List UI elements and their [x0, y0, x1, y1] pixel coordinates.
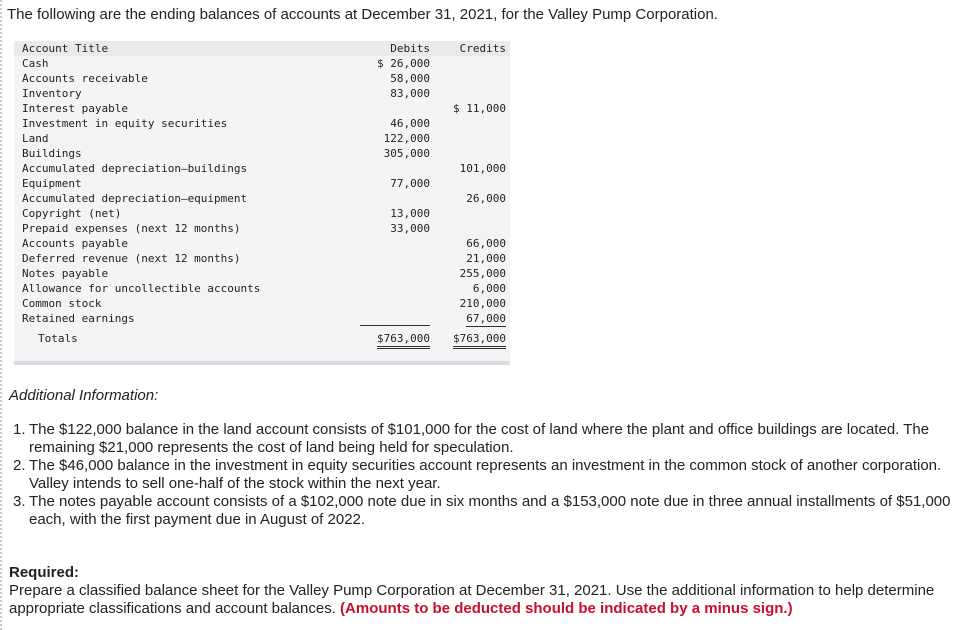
credit-cell: 6,000 [472, 282, 506, 295]
table-header-row [14, 41, 510, 56]
required-label: Required: [9, 564, 80, 581]
debit-cell: 305,000 [383, 147, 430, 160]
credit-cell: 255,000 [459, 267, 506, 280]
account-title-cell: Retained earnings [22, 312, 135, 325]
account-title-cell: Deferred revenue (next 12 months) [22, 252, 241, 265]
credit-cell: 66,000 [466, 237, 506, 250]
account-title-cell: Accounts receivable [22, 72, 148, 85]
list-item: 2. The $46,000 balance in the investment in equity securities account represents an investment in the common stock of another corporation. Valley intends to sell one-half of the stock within the next year. [13, 457, 942, 492]
header-credits: Credits [459, 42, 506, 55]
totals-label: Totals [38, 332, 78, 345]
additional-information-label: Additional Information: [9, 387, 159, 404]
required-text: Prepare a classified balance sheet for the Valley Pump Corporation at December 31, 2021. Use the additional information to help determine appropriate classifications and account balances. (Amounts to be deducted should be indicated by a minus sign.) [9, 582, 935, 617]
header-debits: Debits [390, 42, 430, 55]
table-row [14, 146, 510, 161]
account-title-cell: Cash [22, 57, 49, 70]
table-row [14, 296, 510, 311]
debit-cell: 46,000 [390, 117, 430, 130]
credit-cell: 67,000 [466, 312, 506, 325]
table-row [14, 236, 510, 251]
table-row [14, 221, 510, 236]
table-row [14, 281, 510, 296]
totals-row [14, 331, 510, 346]
account-title-cell: Copyright (net) [22, 207, 122, 220]
table-row [14, 101, 510, 116]
debit-cell: 83,000 [390, 87, 430, 100]
additional-information-list [9, 421, 954, 529]
table-row [14, 176, 510, 191]
trial-balance-table [14, 41, 510, 365]
table-row [14, 131, 510, 146]
intro-text: The following are the ending balances of accounts at December 31, 2021, for the Valley Pump Corporation. [7, 6, 718, 23]
account-title-cell: Land [22, 132, 49, 145]
table-row [14, 191, 510, 206]
left-dotted-border [0, 0, 2, 630]
account-title-cell: Common stock [22, 297, 102, 310]
table-row [14, 206, 510, 221]
table-row [14, 161, 510, 176]
account-title-cell: Prepaid expenses (next 12 months) [22, 222, 241, 235]
header-account-title: Account Title [22, 42, 109, 55]
debit-cell: 77,000 [390, 177, 430, 190]
credit-cell: 101,000 [459, 162, 506, 175]
table-row [14, 251, 510, 266]
debit-cell: 58,000 [390, 72, 430, 85]
account-title-cell: Interest payable [22, 102, 128, 115]
totals-debit: $763,000 [358, 331, 430, 349]
credit-cell: 210,000 [459, 297, 506, 310]
account-title-cell: Equipment [22, 177, 82, 190]
debit-cell: 122,000 [383, 132, 430, 145]
table-row [14, 56, 510, 71]
account-title-cell: Accumulated depreciation—equipment [22, 192, 248, 205]
credit-cell: $ 11,000 [453, 102, 506, 115]
account-title-cell: Accumulated depreciation—buildings [22, 162, 248, 175]
account-title-cell: Notes payable [22, 267, 109, 280]
account-title-cell: Inventory [22, 87, 82, 100]
credit-cell: 26,000 [466, 192, 506, 205]
list-item: 3. The notes payable account consists of a $102,000 note due in six months and a $153,000 note due in three annual installments of $51,000 each, with the first payment due in August of 2022. [13, 493, 951, 528]
table-row [14, 311, 510, 326]
debit-cell: 33,000 [390, 222, 430, 235]
table-row [14, 266, 510, 281]
table-row [14, 86, 510, 101]
list-item: 1. The $122,000 balance in the land account consists of $101,000 for the cost of land where the plant and office buildings are located. The remaining $21,000 represents the cost of land being held for speculation. [13, 421, 930, 456]
account-title-cell: Buildings [22, 147, 82, 160]
table-row [14, 71, 510, 86]
totals-credit: $763,000 [434, 331, 506, 349]
debit-cell: 13,000 [390, 207, 430, 220]
required-emphasis: (Amounts to be deducted should be indicated by a minus sign.) [340, 600, 793, 617]
table-row [14, 116, 510, 131]
debit-cell: $ 26,000 [377, 57, 430, 70]
account-title-cell: Investment in equity securities [22, 117, 228, 130]
account-title-cell: Allowance for uncollectible accounts [22, 282, 261, 295]
account-title-cell: Accounts payable [22, 237, 128, 250]
debit-cell [360, 311, 430, 326]
credit-cell: 21,000 [466, 252, 506, 265]
